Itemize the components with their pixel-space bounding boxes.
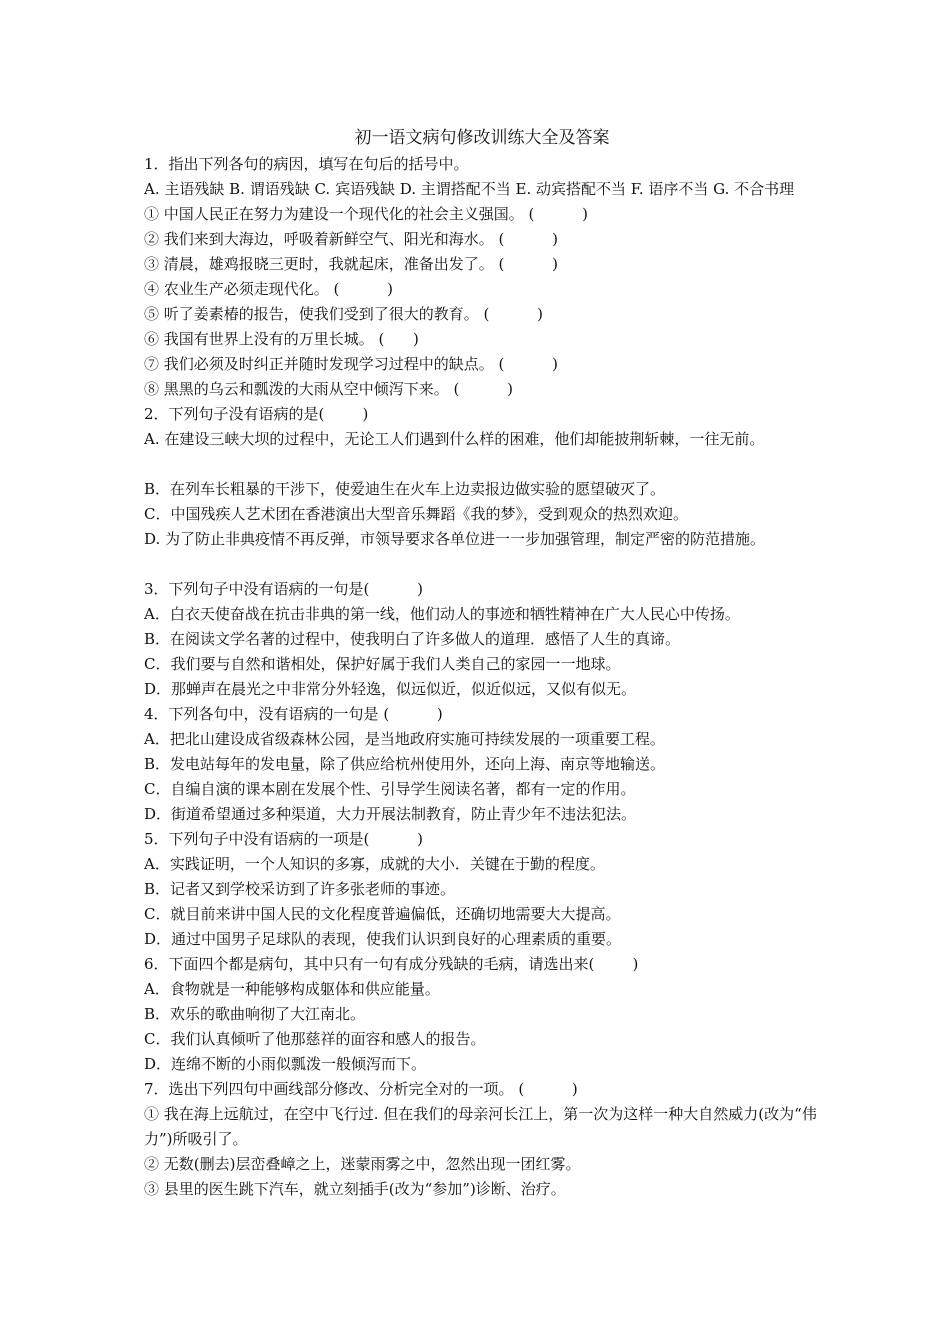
text-line: ⑥ 我国有世界上没有的万里长城。 ( ): [144, 330, 419, 348]
text-line: A．白衣天使奋战在抗击非典的第一线，他们动人的事迹和牺牲精神在广大人民心中传扬。: [144, 605, 740, 623]
text-line: ⑧ 黑黑的乌云和瓢泼的大雨从空中倾泻下来。 ( ): [144, 380, 513, 398]
text-line: D．连绵不断的小雨似瓢泼一般倾泻而下。: [144, 1055, 427, 1073]
text-line: C．我们认真倾听了他那慈祥的面容和感人的报告。: [144, 1030, 486, 1048]
text-line: C．自编自演的课本剧在发展个性、引导学生阅读名著，都有一定的作用。: [144, 780, 636, 798]
text-line: A．食物就是一种能够构成躯体和供应能量。: [144, 980, 440, 998]
text-line: C．就目前来讲中国人民的文化程度普遍偏低，还确切地需要大大提高。: [144, 905, 621, 923]
text-line: B．在列车长粗暴的干涉下，使爱迪生在火车上边卖报边做实验的愿望破灭了。: [144, 480, 666, 498]
text-line: ③ 县里的医生跳下汽车，就立刻插手(改为“参加”)诊断、治疗。: [144, 1180, 566, 1198]
text-line: ② 无数(删去)层峦叠嶂之上，迷蒙雨雾之中，忽然出现一团红雾。: [144, 1155, 581, 1173]
text-line: 6．下面四个都是病句，其中只有一句有成分残缺的毛病，请选出来( ): [144, 955, 639, 973]
text-line: 5．下列句子中没有语病的一项是( ): [144, 830, 423, 848]
text-line: ⑤ 听了姜素椿的报告，使我们受到了很大的教育。 ( ): [144, 305, 543, 323]
text-line: 4．下列各句中，没有语病的一句是 ( ): [144, 705, 443, 723]
text-line: ① 中国人民正在努力为建设一个现代化的社会主义强国。 ( ): [144, 205, 588, 223]
text-line: B．记者又到学校采访到了许多张老师的事迹。: [144, 880, 456, 898]
text-line: B．发电站每年的发电量，除了供应给杭州使用外，还向上海、南京等地输送。: [144, 755, 666, 773]
text-line: D. 为了防止非典疫情不再反弹，市领导要求各单位进一一步加强管理，制定严密的防范措施。: [144, 530, 766, 548]
text-line: ① 我在海上远航过，在空中飞行过. 但在我们的母亲河长江上，第一次为这样一种大自然威力(改为“伟力”)所吸引了。: [144, 1105, 817, 1148]
document-body: [144, 152, 820, 1202]
text-line: C．中国残疾人艺术团在香港演出大型音乐舞蹈《我的梦》，受到观众的热烈欢迎。: [144, 505, 688, 523]
document-page: [144, 124, 820, 1202]
text-line: D．通过中国男子足球队的表现，使我们认识到良好的心理素质的重要。: [144, 930, 622, 948]
text-line: A．把北山建设成省级森林公园，是当地政府实施可持续发展的一项重要工程。: [144, 730, 665, 748]
text-line: 2．下列句子没有语病的是( ): [144, 405, 369, 423]
text-line: ③ 清晨，雄鸡报晓三更时，我就起床，准备出发了。 ( ): [144, 255, 558, 273]
text-line: A. 主语残缺 B. 谓语残缺 C. 宾语残缺 D. 主谓搭配不当 E. 动宾搭配不当 F. 语序不当 G. 不合书理: [144, 180, 795, 198]
blank-line: [144, 452, 820, 477]
text-line: 7．选出下列四句中画线部分修改、分析完全对的一项。 ( ): [144, 1080, 578, 1098]
text-line: D．那蝉声在晨光之中非常分外轻逸，似远似近，似近似远，又似有似无。: [144, 680, 637, 698]
text-line: 3．下列句子中没有语病的一句是( ): [144, 580, 423, 598]
text-line: A．实践证明，一个人知识的多寡，成就的大小．关键在于勤的程度。: [144, 855, 605, 873]
text-line: B．在阅读文学名著的过程中，使我明白了许多做人的道理．感悟了人生的真谛。: [144, 630, 681, 648]
text-line: D．街道希望通过多种渠道，大力开展法制教育，防止青少年不违法犯法。: [144, 805, 637, 823]
text-line: 1．指出下列各句的病因，填写在句后的括号中。: [144, 155, 469, 173]
text-line: A. 在建设三峡大坝的过程中，无论工人们遇到什么样的困难，他们却能披荆斩棘，一往无前。: [144, 430, 765, 448]
text-line: C．我们要与自然和谐相处，保护好属于我们人类自己的家园一一地球。: [144, 655, 621, 673]
blank-line: [144, 552, 820, 577]
text-line: B．欢乐的歌曲响彻了大江南北。: [144, 1005, 366, 1023]
text-line: ④ 农业生产必须走现代化。 ( ): [144, 280, 393, 298]
text-line: ② 我们来到大海边，呼吸着新鲜空气、阳光和海水。 ( ): [144, 230, 558, 248]
text-line: ⑦ 我们必须及时纠正并随时发现学习过程中的缺点。 ( ): [144, 355, 558, 373]
document-title: 初一语文病句修改训练大全及答案: [354, 128, 610, 148]
